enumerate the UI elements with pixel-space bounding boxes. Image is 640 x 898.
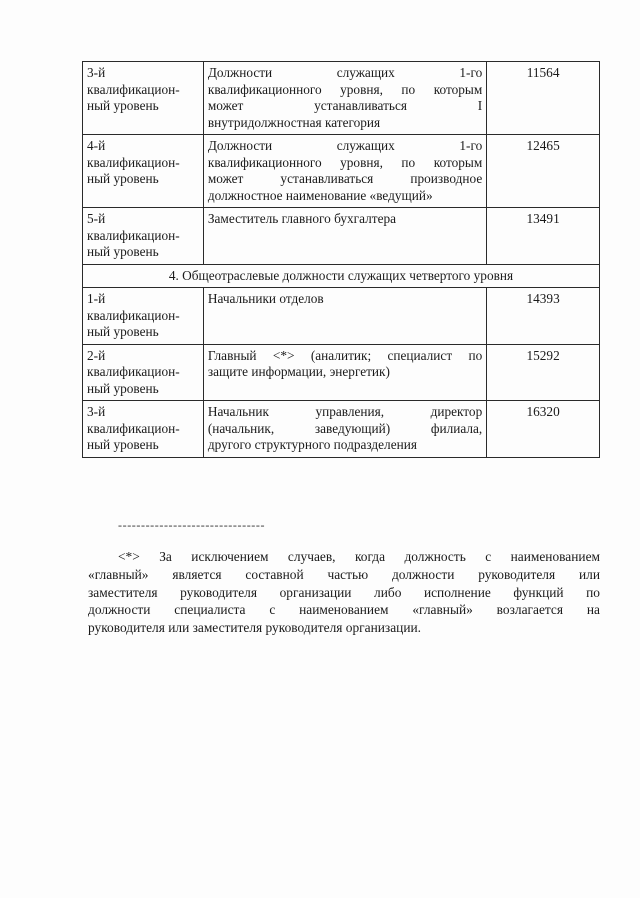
qualification-level-cell <box>83 344 204 401</box>
salary-cell: 12465 <box>487 135 600 208</box>
level-line: 4-й <box>87 138 106 153</box>
position-line: внутридолжностная категория <box>207 114 381 130</box>
table-row <box>83 288 600 345</box>
position-line: Должности служащих 1-го <box>207 138 483 153</box>
level-line: квалификацион- <box>87 420 180 436</box>
level-line: ный уровень <box>87 244 159 259</box>
table-body <box>83 62 600 458</box>
table-row <box>83 401 600 458</box>
position-line: Заместитель главного бухгалтера <box>207 211 397 226</box>
position-cell <box>203 401 486 458</box>
level-line: 5-й <box>87 211 106 226</box>
footnote-text <box>88 548 600 637</box>
section-title: 4. Общеотраслевые должности служащих четвертого уровня <box>83 264 600 288</box>
position-line: (начальник, заведующий) филиала, <box>207 420 483 436</box>
table-row <box>83 135 600 208</box>
position-line: должностное наименование «ведущий» <box>207 187 433 203</box>
level-line: квалификацион- <box>87 307 180 323</box>
footnote-separator: -------------------------------- <box>118 518 266 532</box>
position-line: квалификационного уровня, по которым <box>207 154 483 170</box>
salary-cell: 16320 <box>487 401 600 458</box>
footnote-line: должности специалиста с наименованием «главный» возлагается на <box>88 602 600 618</box>
footnote-line: заместителя руководителя организации либо исполнение функций по <box>88 584 600 600</box>
table-row <box>83 208 600 265</box>
table-row <box>83 344 600 401</box>
qualification-level-cell <box>83 208 204 265</box>
level-line: квалификацион- <box>87 154 180 170</box>
position-line: другого структурного подразделения <box>207 437 417 452</box>
level-line: 3-й <box>87 65 106 80</box>
position-cell <box>203 135 486 208</box>
footnote-line: <*> За исключением случаев, когда должность с наименованием <box>118 549 600 564</box>
footnote-line: руководителя или заместителя руководителя организации. <box>88 620 422 636</box>
position-cell <box>203 62 486 135</box>
position-line: может устанавливаться производное <box>207 171 483 186</box>
position-cell <box>203 208 486 265</box>
position-line: Начальник управления, директор <box>207 404 483 419</box>
table-row <box>83 62 600 135</box>
salary-cell: 11564 <box>487 62 600 135</box>
level-line: 3-й <box>87 404 106 419</box>
qualification-level-cell <box>83 62 204 135</box>
level-line: квалификацион- <box>87 81 180 97</box>
position-line: Главный <*> (аналитик; специалист по <box>207 347 483 363</box>
level-line: 2-й <box>87 347 106 363</box>
salary-cell: 14393 <box>487 288 600 345</box>
position-line: защите информации, энергетик) <box>207 364 390 379</box>
level-line: ный уровень <box>87 380 159 396</box>
level-line: ный уровень <box>87 437 159 452</box>
qualification-level-cell <box>83 288 204 345</box>
position-line: Должности служащих 1-го <box>207 65 483 80</box>
salary-cell: 13491 <box>487 208 600 265</box>
level-line: ный уровень <box>87 98 159 113</box>
position-cell <box>203 344 486 401</box>
position-line: квалификационного уровня, по которым <box>207 81 483 97</box>
level-line: квалификацион- <box>87 227 180 243</box>
level-line: квалификацион- <box>87 364 180 379</box>
salary-cell: 15292 <box>487 344 600 401</box>
level-line: ный уровень <box>87 171 159 186</box>
section-row <box>83 264 600 288</box>
salary-table <box>82 61 600 458</box>
position-line: может устанавливаться I <box>207 98 483 113</box>
level-line: ный уровень <box>87 324 159 339</box>
qualification-level-cell <box>83 401 204 458</box>
position-cell <box>203 288 486 345</box>
position-line: Начальники отделов <box>207 291 324 306</box>
footnote-line: «главный» является составной частью должности руководителя или <box>88 566 600 582</box>
level-line: 1-й <box>87 291 106 306</box>
qualification-level-cell <box>83 135 204 208</box>
